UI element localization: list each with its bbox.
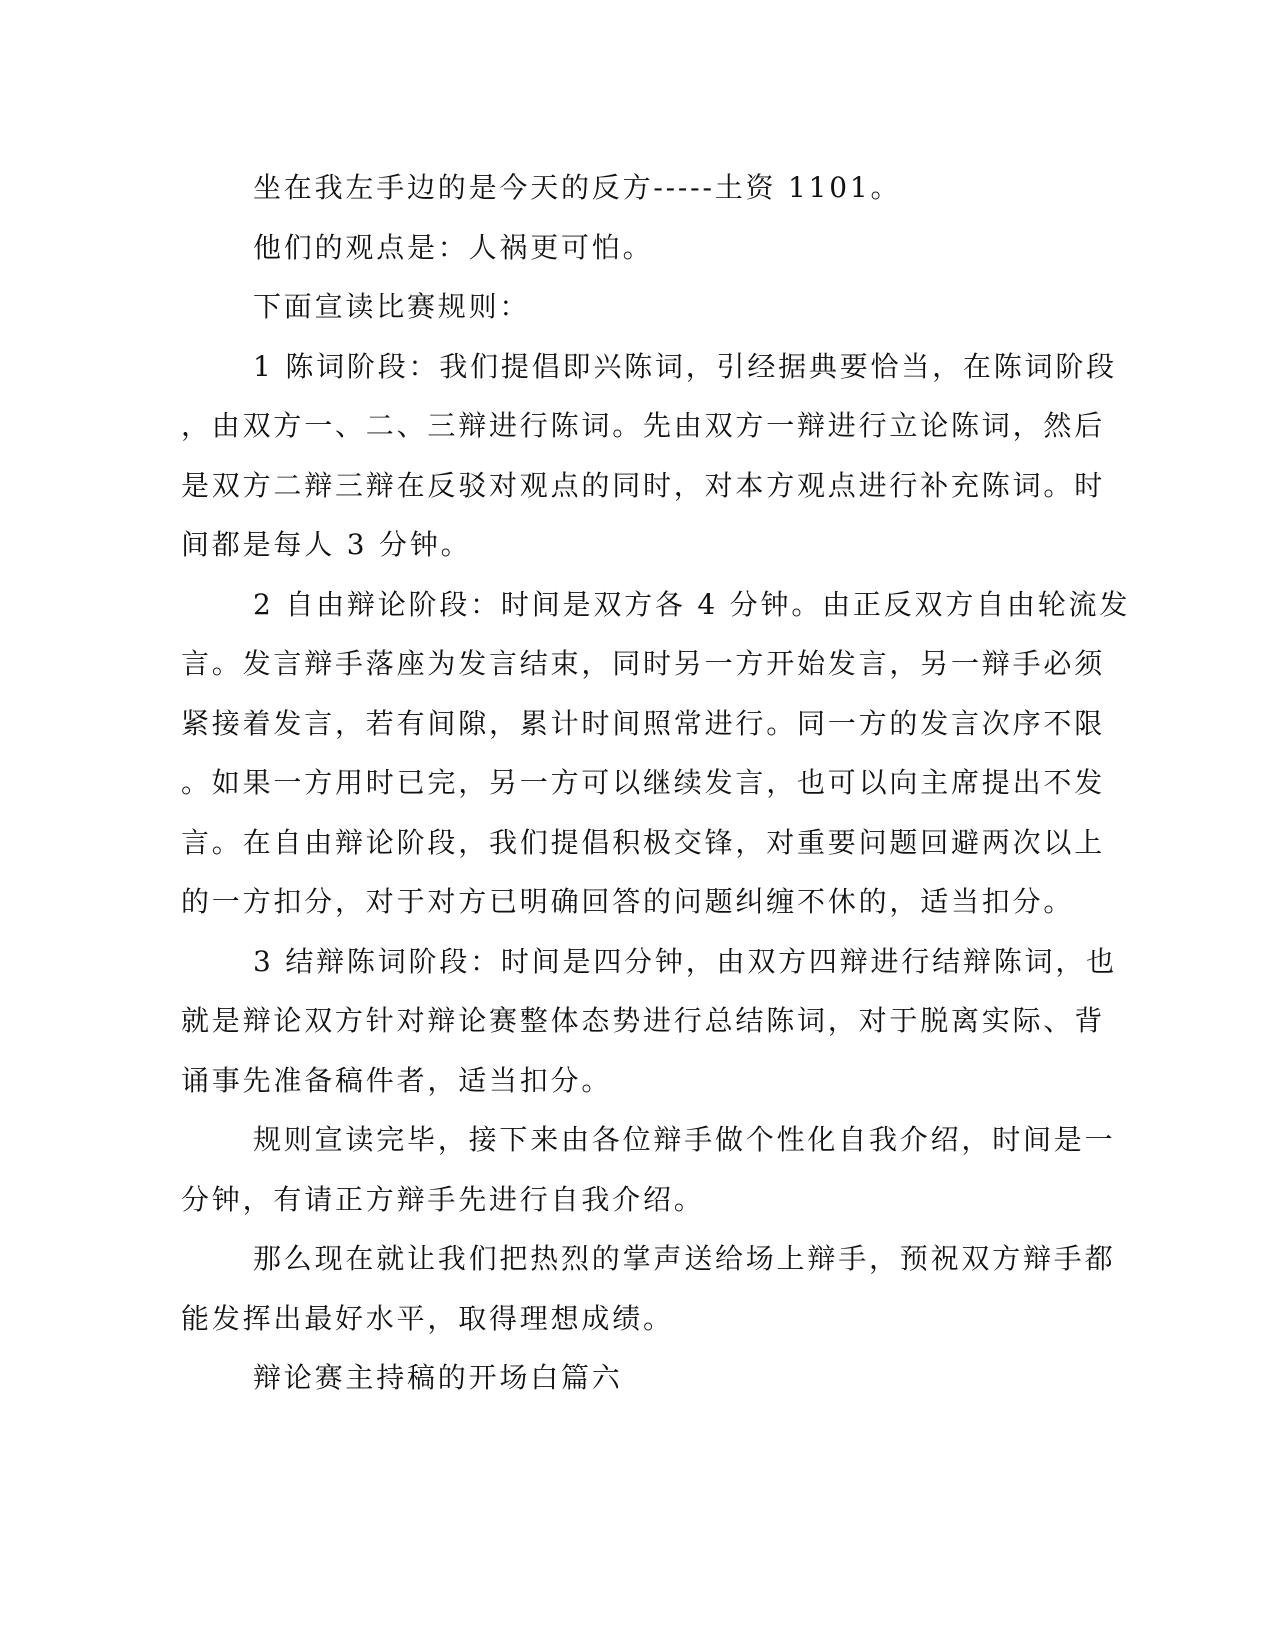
text-line: 1 陈词阶段：我们提倡即兴陈词，引经据典要恰当，在陈词阶段 (253, 349, 1117, 383)
text-line: 是双方二辩三辩在反驳对观点的同时，对本方观点进行补充陈词。时 (181, 468, 1106, 502)
paragraph-rules-intro (181, 277, 1031, 337)
text-line: 间都是每人 3 分钟。 (181, 528, 472, 561)
text-line: 3 结辩陈词阶段：时间是四分钟，由双方四辩进行结辩陈词，也 (253, 944, 1117, 978)
text-line: 辩论赛主持稿的开场白篇六 (253, 1361, 623, 1394)
paragraph-opposition-view (181, 218, 1031, 278)
paragraph-rule-closing-statements (181, 932, 1117, 1111)
text-line: 他们的观点是：人祸更可怕。 (253, 230, 654, 264)
paragraph-applause (181, 1229, 1116, 1348)
text-line: 言。在自由辩论阶段，我们提倡积极交锋，对重要问题回避两次以上 (181, 825, 1106, 859)
paragraph-self-introductions (181, 1110, 1116, 1229)
text-line: 就是辩论双方针对辩论赛整体态势进行总结陈词，对于脱离实际、背 (181, 1004, 1106, 1037)
text-line: 那么现在就让我们把热烈的掌声送给场上辩手，预祝双方辩手都 (253, 1242, 1116, 1275)
document-body (181, 158, 1131, 1408)
text-line: 规则宣读完毕，接下来由各位辩手做个性化自我介绍，时间是一 (253, 1123, 1116, 1156)
section-heading (181, 1348, 1031, 1408)
text-line: 下面宣读比赛规则： (253, 290, 531, 323)
text-line: 紧接着发言，若有间隙，累计时间照常进行。同一方的发言次序不限 (181, 706, 1106, 740)
text-line: 2 自由辩论阶段：时间是双方各 4 分钟。由正反双方自由轮流发 (253, 587, 1131, 621)
paragraph-rule-free-debate (181, 575, 1131, 932)
text-line: 诵事先准备稿件者，适当扣分。 (181, 1063, 613, 1097)
text-line: 。如果一方用时已完，另一方可以继续发言，也可以向主席提出不发 (181, 766, 1106, 799)
text-line: 能发挥出最好水平，取得理想成绩。 (181, 1301, 674, 1335)
paragraph-opposition-side (181, 158, 1031, 218)
text-line: 言。发言辩手落座为发言结束，同时另一方开始发言，另一辩手必须 (181, 647, 1106, 680)
paragraph-rule-opening-statements (181, 337, 1117, 575)
text-line: ，由双方一、二、三辩进行陈词。先由双方一辩进行立论陈词，然后 (181, 409, 1106, 442)
text-line: 坐在我左手边的是今天的反方-----土资 1101。 (253, 171, 902, 204)
text-line: 分钟，有请正方辩手先进行自我介绍。 (181, 1182, 705, 1216)
text-line: 的一方扣分，对于对方已明确回答的问题纠缠不休的，适当扣分。 (181, 885, 1075, 918)
